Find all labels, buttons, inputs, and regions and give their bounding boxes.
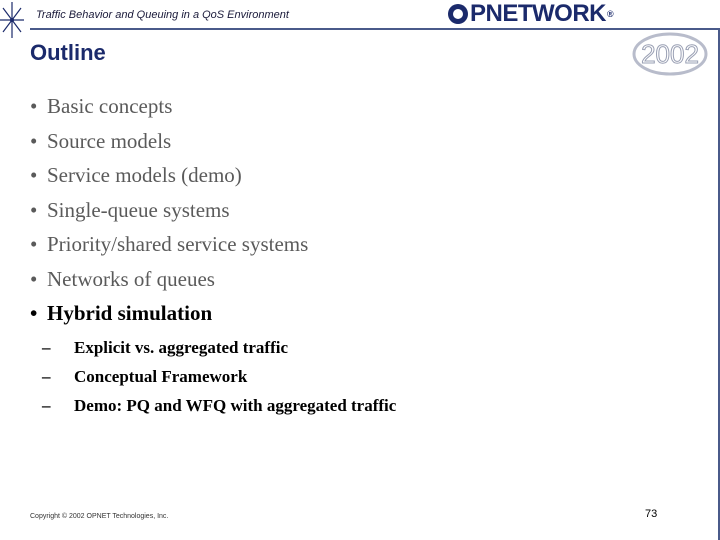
list-item-current	[30, 301, 308, 336]
sub-bullet-text: Demo: PQ and WFQ with aggregated traffic	[74, 396, 397, 415]
bullet-text: Priority/shared service systems	[47, 232, 309, 256]
dash-icon: –	[42, 367, 51, 386]
sub-list-item	[42, 396, 396, 425]
sub-list-item	[42, 338, 396, 367]
sub-bullet-text: Explicit vs. aggregated traffic	[74, 338, 289, 357]
bullet-icon: •	[30, 301, 38, 325]
copyright-notice: Copyright © 2002 OPNET Technologies, Inc.	[30, 513, 169, 520]
year-badge-text: 2002	[641, 39, 699, 69]
dash-icon: –	[42, 396, 51, 415]
bullet-icon: •	[30, 266, 38, 291]
bullet-icon: •	[30, 128, 38, 153]
logo-trademark: ®	[607, 9, 614, 19]
bullet-text: Hybrid simulation	[47, 301, 213, 325]
year-badge	[628, 30, 708, 78]
bullet-icon: •	[30, 197, 38, 222]
list-item	[30, 129, 308, 164]
bullet-text: Networks of queues	[47, 266, 215, 291]
sub-bullet-text: Conceptual Framework	[74, 367, 248, 386]
bullet-icon: •	[30, 163, 38, 187]
bullet-text: Single-queue systems	[47, 197, 230, 222]
list-item	[30, 163, 308, 198]
list-item	[30, 94, 308, 129]
presentation-subtitle: Traffic Behavior and Queuing in a QoS Environment	[36, 9, 289, 21]
opnet-o-mark-icon	[448, 4, 468, 24]
sub-list-item	[42, 367, 396, 396]
outline-bullet-list	[30, 94, 308, 336]
starburst-icon	[0, 0, 30, 40]
header-divider	[30, 28, 720, 30]
list-item	[30, 267, 308, 302]
sub-bullet-list	[42, 338, 396, 425]
dash-icon: –	[42, 338, 51, 357]
opnet-logo	[448, 1, 613, 27]
bullet-icon: •	[30, 232, 38, 256]
slide-title: Outline	[30, 40, 106, 65]
bullet-text: Service models (demo)	[47, 163, 242, 187]
list-item	[30, 232, 308, 267]
page-number: 73	[645, 508, 658, 520]
opnet-logo-text: PNETWORK	[470, 0, 606, 27]
bullet-text: Source models	[47, 128, 172, 153]
bullet-icon: •	[30, 94, 38, 118]
bullet-text: Basic concepts	[47, 94, 173, 118]
list-item	[30, 198, 308, 233]
